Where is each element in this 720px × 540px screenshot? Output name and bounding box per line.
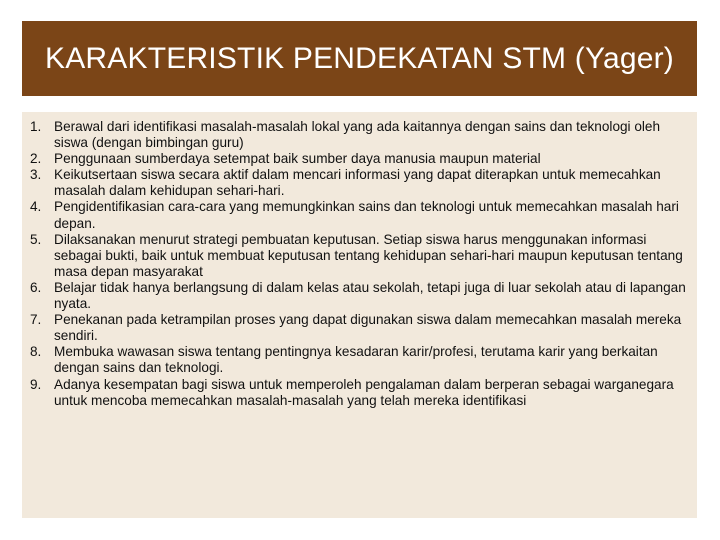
title-bar xyxy=(22,21,697,96)
list-item xyxy=(30,280,687,312)
item-text: Membuka wawasan siswa tentang pentingnya kesadaran karir/profesi, terutama karir yang berkaitan dengan sains dan teknologi. xyxy=(54,344,658,376)
item-number: 1. xyxy=(30,119,42,134)
item-text: Dilaksanakan menurut strategi pembuatan keputusan. Setiap siswa harus menggunakan informasi sebagai bukti, baik untuk membuat keputusan tentang kehidupan sehari-hari maupun keputusan tentang masa depan masyarakat xyxy=(54,231,683,279)
item-number: 8. xyxy=(30,344,42,360)
item-number: 9. xyxy=(30,376,42,392)
item-number: 7. xyxy=(30,312,42,328)
item-number: 4. xyxy=(30,199,42,215)
item-number: 6. xyxy=(30,279,42,295)
list-item xyxy=(30,199,687,231)
item-text: Berawal dari identifikasi masalah-masalah lokal yang ada kaitannya dengan sains dan teknologi oleh siswa (dengan bimbingan guru) xyxy=(54,119,661,151)
item-text: Keikutsertaan siswa secara aktif dalam mencari informasi yang dapat diterapkan untuk memecahkan masalah dalam kehidupan sehari-hari. xyxy=(54,167,661,199)
list-item xyxy=(30,344,687,376)
content-box xyxy=(22,112,697,518)
slide-title: KARAKTERISTIK PENDEKATAN STM (Yager) xyxy=(45,41,674,75)
list-item xyxy=(30,151,687,167)
item-text: Belajar tidak hanya berlangsung di dalam kelas atau sekolah, tetapi juga di luar sekolah atau di lapangan nyata. xyxy=(54,279,686,312)
item-text: Penggunaan sumberdaya setempat baik sumber daya manusia maupun material xyxy=(54,151,541,167)
item-number: 5. xyxy=(30,231,42,247)
list-item xyxy=(30,167,687,199)
list-item xyxy=(30,119,687,151)
item-text: Adanya kesempatan bagi siswa untuk memperoleh pengalaman dalam berperan sebagai warganegara untuk mencoba memecahkan masalah-masalah yang telah mereka identifikasi xyxy=(54,376,674,408)
item-number: 3. xyxy=(30,167,42,183)
item-number: 2. xyxy=(30,151,42,167)
item-text: Pengidentifikasian cara-cara yang memungkinkan sains dan teknologi untuk memecahkan masalah hari depan. xyxy=(54,199,679,231)
list-item xyxy=(30,377,687,409)
item-text: Penekanan pada ketrampilan proses yang dapat digunakan siswa dalam memecahkan masalah mereka sendiri. xyxy=(54,312,682,344)
characteristics-list xyxy=(30,119,687,409)
list-item xyxy=(30,312,687,344)
list-item xyxy=(30,232,687,280)
